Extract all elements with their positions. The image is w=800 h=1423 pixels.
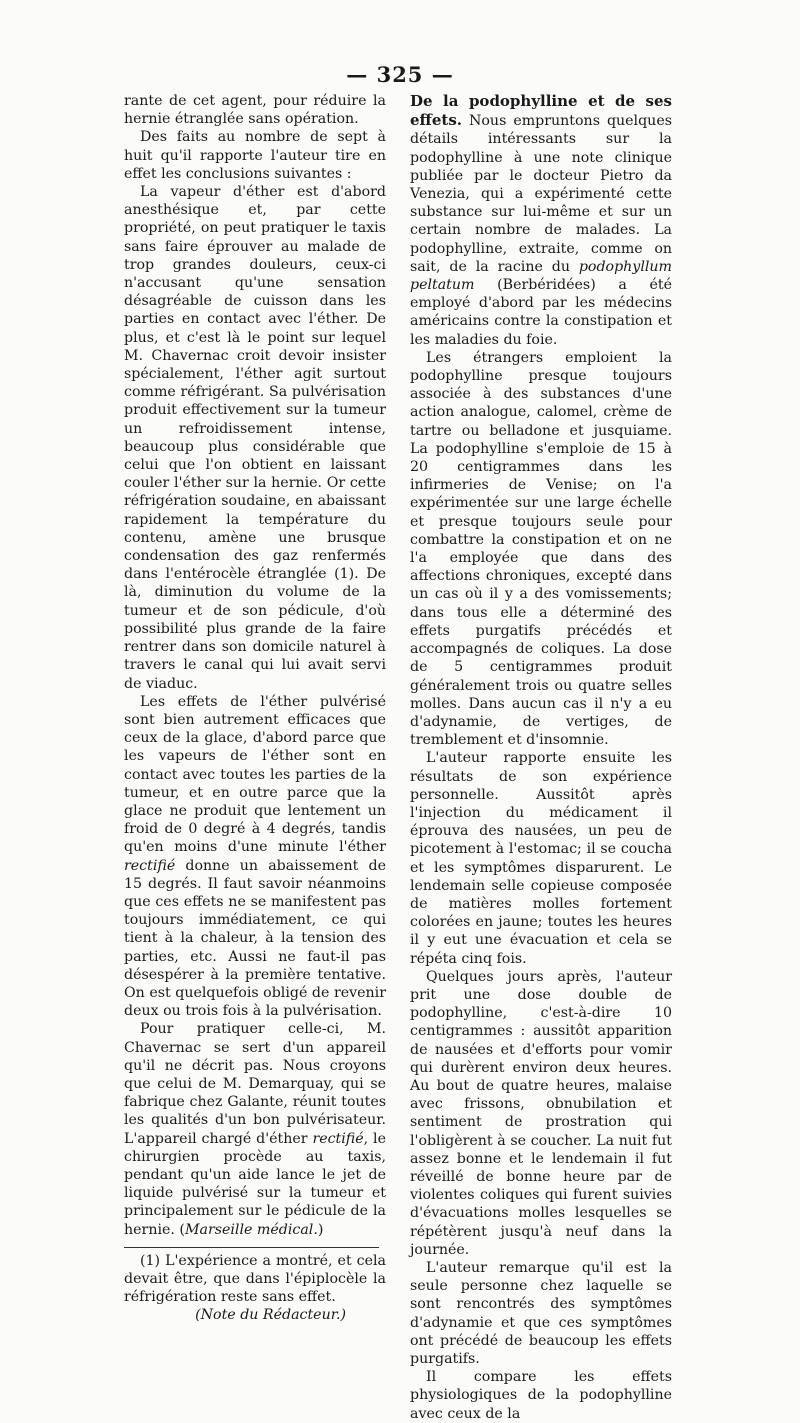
left-column [124,92,386,1325]
paragraph: Les étrangers emploient la podophylline presque toujours associée à des substances d'une action analogue, calomel, crème de tartre ou belladone et jusquiame. La podophylline s'emploie de 15 à 20 centigrammes dans les infirmeries de Venise; on l'a expérimentée sur une large échelle et presque toujours seule pour combattre la constipation et on ne l'a employée que dans des affections chroniques, excepté dans un cas où il y a des vomissements; dans tous elle a déterminé des effets purgatifs précédés et accompagnés de coliques. La dose de 5 centigrammes produit généralement trois ou quatre selles molles. Dans aucun cas il n'y a eu d'adynamie, de vertiges, de tremblement et d'insomnie. [410,349,672,749]
text-run: ) [317,1221,324,1238]
italic-run: podophyllum peltatum [410,258,672,294]
paragraph [124,1020,386,1238]
text-run: Pour pratiquer celle-ci, M. Chavernac se sert d'un appareil qu'il ne décrit pas. Nous croyons que celui de M. Demarquay, qui se fabrique chez Galante, réunit toutes les qualités d'un bon pulvérisateur. L'appareil chargé d'éther [124,1021,386,1147]
footnote-signature: (Note du Rédacteur.) [195,1307,346,1324]
text-run: donne un abaissement de 15 degrés. Il faut savoir néanmoins que ces effets ne se manifestent pas toujours immédiatement, ce qui tient à la chaleur, à la tension des parties, etc. Aussi ne faut-il pas désespérer à la première tentative. On est quelquefois obligé de revenir deux ou trois fois à la pulvérisation. [124,857,386,1020]
text-run: Les effets de l'éther pulvérisé sont bien autrement efficaces que ceux de la glace, d'abord parce que les vapeurs de l'éther sont en contact avec toutes les parties de la tumeur, et en outre parce que la glace ne produit que lentement un froid de 0 degré à 4 degrés, tandis qu'en moins d'une minute l'éther [124,693,386,856]
paragraph: L'auteur remarque qu'il est la seule personne chez laquelle se sont rencontrés des symptômes d'adynamie et que ces symptômes ont précédé de beaucoup les effets purgatifs. [410,1260,672,1368]
text-run: , le chirurgien procède au taxis, pendant qu'un aide lance le jet de liquide pulvérisé sur la tumeur et principalement sur le pédicule de la hernie. ( [124,1130,386,1238]
right-column [410,92,672,1423]
paragraph: L'auteur rapporte ensuite les résultats de son expérience personnelle. Aussitôt après l'injection du médicament il éprouva des nausées, un peu de picotement à l'estomac; il se coucha et les symptômes disparurent. Le lendemain selle copieuse composée de matières molles fortement colorées en jaune; toutes les heures il y eut une évacuation et cela se répéta cinq fois. [410,750,672,967]
footnote [124,1252,386,1325]
paragraph: Il compare les effets physiologiques de la podophylline avec ceux de la [410,1369,672,1422]
footnote-text: (1) L'expérience a montré, et cela devait être, que dans l'épiplocèle la réfrigération reste sans effet. [124,1252,386,1306]
paragraph: Des faits au nombre de sept à huit qu'il rapporte l'auteur tire en effet les conclusions suivantes : [124,129,386,182]
footnote-divider [124,1247,379,1248]
text-run: Nous empruntons quelques détails intéressants sur la podophylline à une note clinique publiée par le docteur Pietro da Venezia, qui a expérimenté cette substance sur lui-même et sur un certain nombre de malades. La podophylline, extraite, comme on sait, de la racine du [410,113,672,275]
paragraph: rante de cet agent, pour réduire la hernie étranglée sans opération. [124,93,386,128]
paragraph: La vapeur d'éther est d'abord anesthésique et, par cette propriété, on peut pratiquer le taxis sans faire éprouver au malade de trop grandes douleurs, ceux-ci n'accusant qu'une sensation désagréable de cuisson dans les parties en contact avec l'éther. De plus, et c'est là le point sur lequel M. Chavernac croit devoir insister spécialement, l'éther agit surtout comme réfrigérant. Sa pulvérisation produit effectivement sur la tumeur un refroidissement intense, beaucoup plus considérable que celui que l'on obtient en laissant couler l'éther sur la hernie. Or cette réfrigération soudaine, en abaissant rapidement la température du contenu, amène une brusque condensation des gaz renfermés dans l'entérocèle étranglée (1). De là, diminution du volume de la tumeur et de son pédicule, d'où possibilité plus grande de la faire rentrer dans son domicile naturel à travers le canal qui lui avait servi de viaduc. [124,184,386,692]
paragraph [410,92,672,349]
italic-run: rectifié [312,1130,364,1147]
paragraph: Quelques jours après, l'auteur prit une dose double de podophylline, c'est-à-dire 10 centigrammes : aussitôt apparition de nausées et d'efforts pour vomir qui durèrent environ deux heures. Au bout de quatre heures, malaise avec frissons, obnubilation et sentiment de prostration qui l'obligèrent à se coucher. La nuit fut assez bonne et le lendemain il fut réveillé de bonne heure par de violentes coliques qui furent suivies d'évacuations molles lesquelles se répétèrent jusqu'à neuf dans la journée. [410,968,672,1258]
section-heading: De la podophylline et de ses effets. [410,92,672,130]
italic-run: rectifié [124,857,176,874]
text-run: (Berbéridées) a été employé d'abord par les médecins américains contre la constipation et les maladies du foie. [410,277,672,348]
page-number: — 325 — [346,62,454,87]
paragraph [124,693,386,1021]
source-citation: Marseille médical. [184,1221,318,1238]
